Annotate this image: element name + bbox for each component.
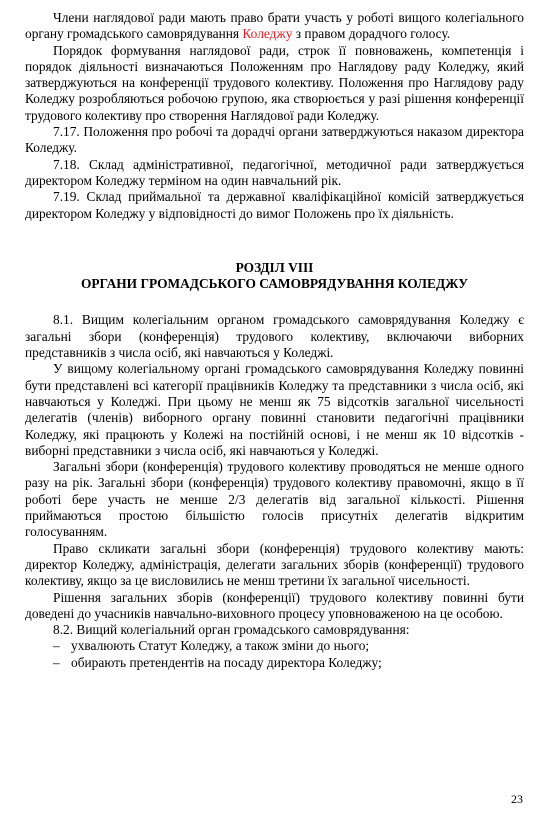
paragraph-7-19: 7.19. Склад приймальної та державної кваліфікаційної комісій затверджується директором Коледжу у відповідності до вимог Положень про їх діяльність. (25, 189, 524, 221)
paragraph-representation: У вищому колегіальному органі громадського самоврядування Коледжу повинні бути представлені всі категорії працівників Коледжу та представники з числа осіб, які навчаються у Коледжі. При цьому не менш як 75 відсотків загальної чисельності делегатів (членів) виборного органу повинні становити педагогічні працівники Коледжу, які працюють у Колежі на постійній основі, і не менш як 10 відсотків - виборні представники з числа осіб, які навчаються у Коледжі. (25, 361, 524, 458)
list-item-text: ухвалюють Статут Коледжу, а також зміни до нього; (71, 638, 370, 654)
paragraph-text-end: з правом дорадчого голосу. (292, 26, 451, 42)
section-title: РОЗДІЛ VIII (235, 259, 314, 275)
paragraph-supervisory-board-procedure: Порядок формування наглядової ради, строк її повноважень, компетенція і порядок діяльності визначаються Положенням про Наглядову раду Коледжу, який затверджуються на конференції трудового колективу. Положення про Наглядову раду Коледжу розробляються робочою групою, яка створюється у разі рішення конференції трудового колективу про створення Наглядової ради Коледжу. (25, 42, 524, 123)
paragraph-decisions: Рішення загальних зборів (конференції) трудового колективу повинні бути доведені до учасників навчально-виховного процесу уповноваженою на це особою. (25, 589, 524, 621)
paragraph-text-start: Члени наглядової ради мають право брати участь у роботі вищого колегіального органу громадського самоврядування (25, 10, 524, 42)
dash-marker: – (53, 638, 60, 654)
paragraph-8-1: 8.1. Вищим колегіальним органом громадського самоврядування Коледжу є загальні збори (конференція) трудового колективу, включаючи виборних представників з числа осіб, які навчаються у Коледжі. (25, 312, 524, 361)
list-item (25, 638, 524, 654)
paragraph-7-17: 7.17. Положення про робочі та дорадчі органи затверджуються наказом директора Коледжу. (25, 124, 524, 156)
paragraph-general-meeting: Загальні збори (конференція) трудового колективу проводяться не менше одного разу на рік. Загальні збори (конференція) трудового колективу правомочні, якщо в її роботі бере участь не менше 2/3 делегатів від загальної кількості. Рішення приймаються простою більшістю голосів присутніх делегатів відкритим голосуванням. (25, 459, 524, 540)
document-page (25, 10, 524, 671)
dash-marker: – (53, 654, 60, 670)
paragraph-right-to-convene: Право скликати загальні збори (конференція) трудового колективу мають: директор Коледжу, адміністрація, делегати загальних зборів (конференції) трудового колективу, якщо за це висловились не менш третини їх загальної чисельності. (25, 540, 524, 589)
paragraph-8-2: 8.2. Вищий колегіальний орган громадського самоврядування: (53, 622, 410, 638)
list-item (25, 655, 524, 671)
highlighted-word: Коледжу (242, 26, 293, 42)
paragraph-supervisory-board-members (25, 10, 524, 43)
page-number: 23 (511, 792, 523, 806)
section-subtitle: ОРГАНИ ГРОМАДСЬКОГО САМОВРЯДУВАННЯ КОЛЕДЖУ (80, 276, 469, 292)
paragraph-7-18: 7.18. Склад адміністративної, педагогічної, методичної ради затверджується директором Коледжу терміном на один навчальний рік. (25, 156, 524, 188)
list-item-text: обирають претендентів на посаду директора Коледжу; (71, 654, 382, 670)
